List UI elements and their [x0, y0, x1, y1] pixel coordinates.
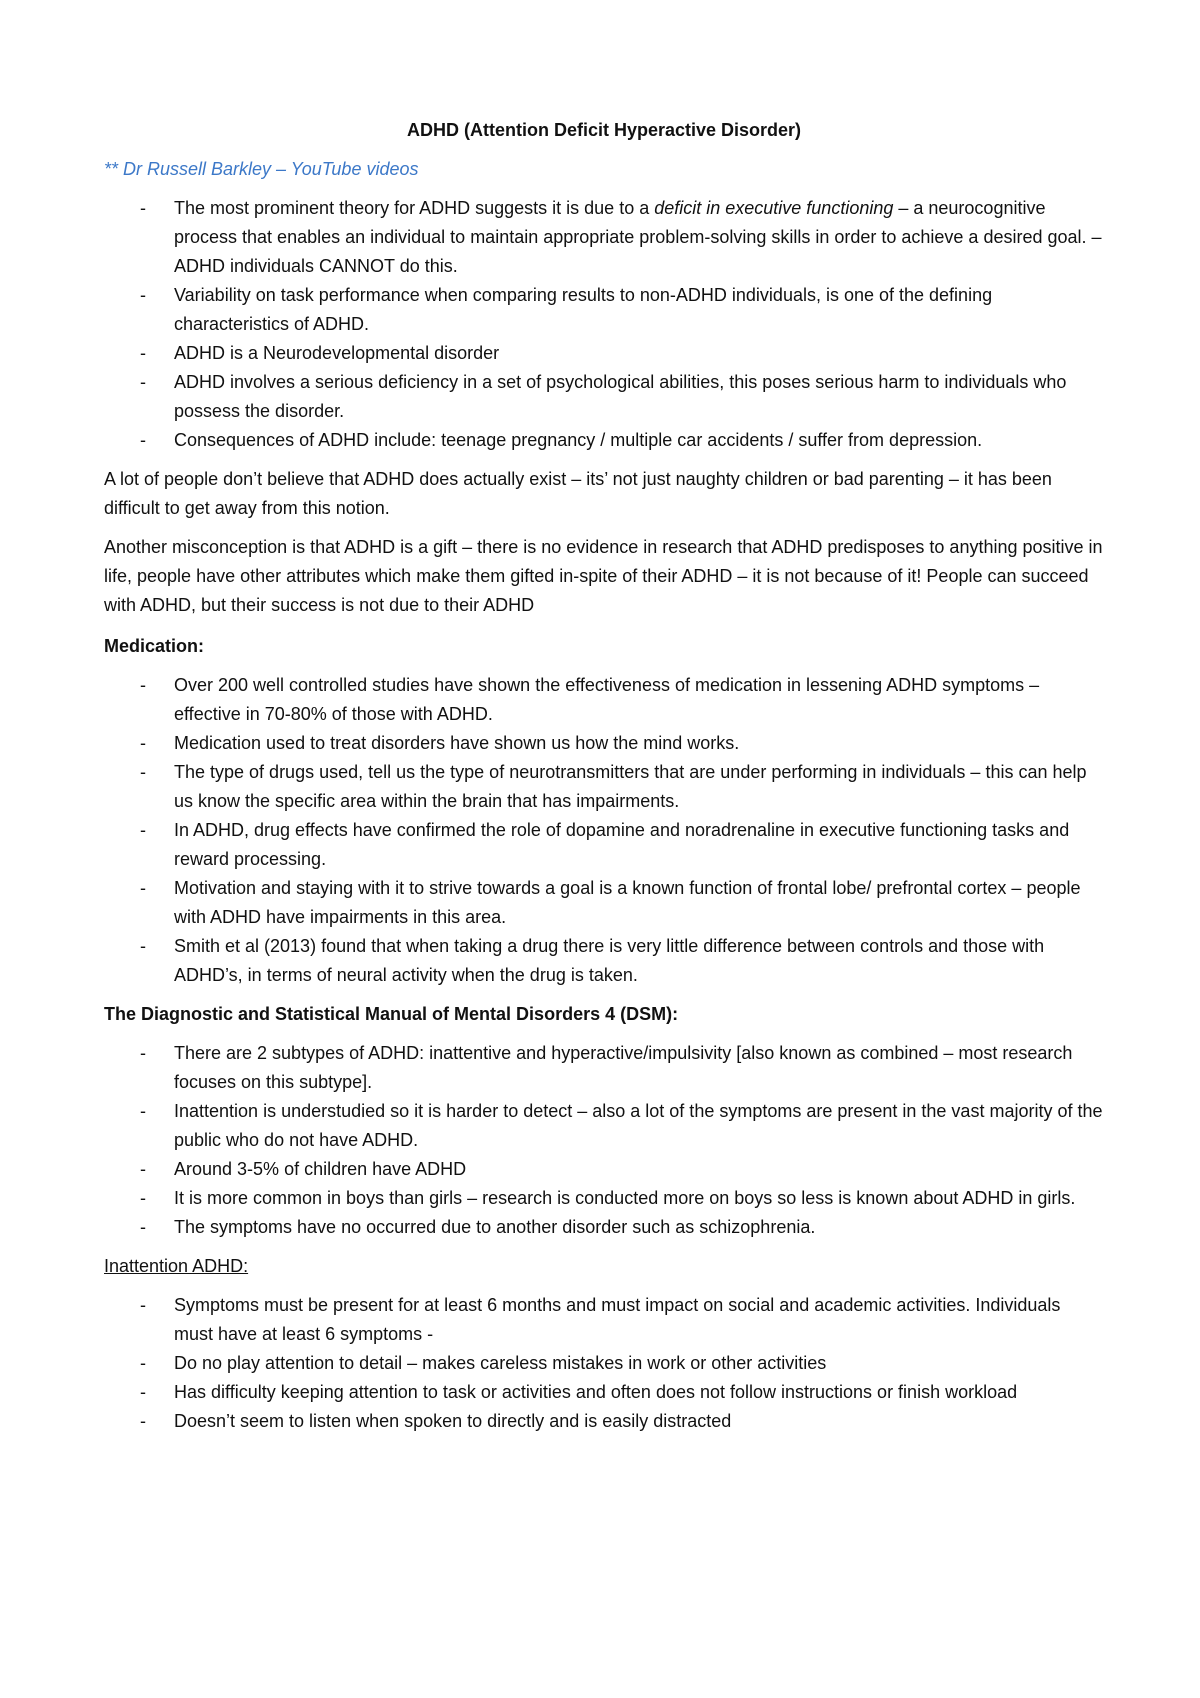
- list-item-text: Motivation and staying with it to strive towards a goal is a known function of frontal lobe/ prefrontal cortex – people with ADHD have impairments in this area.: [174, 878, 1081, 927]
- list-item: [104, 1097, 1104, 1155]
- bullet-dash: -: [140, 762, 146, 782]
- document-page: [104, 116, 1104, 1446]
- bullet-dash: -: [140, 878, 146, 898]
- bullet-dash: -: [140, 1101, 146, 1121]
- list-item-text: Around 3-5% of children have ADHD: [174, 1159, 467, 1179]
- bullet-dash: -: [140, 733, 146, 753]
- list-item-text: Medication used to treat disorders have shown us how the mind works.: [174, 733, 740, 753]
- list-item-text: The type of drugs used, tell us the type of neurotransmitters that are under performing in individuals – this can help us know the specific area within the brain that has impairments.: [174, 762, 1087, 811]
- bullet-dash: -: [140, 198, 146, 218]
- bullet-dash: -: [140, 1043, 146, 1063]
- list-item-text: Has difficulty keeping attention to task or activities and often does not follow instructions or finish workload: [174, 1382, 1018, 1402]
- bullet-dash: -: [140, 1382, 146, 1402]
- inattention-bullet-list: [104, 1291, 1104, 1436]
- list-item-text: Doesn’t seem to listen when spoken to directly and is easily distracted: [174, 1411, 732, 1431]
- list-item-text: Consequences of ADHD include: teenage pregnancy / multiple car accidents / suffer from depression.: [174, 430, 983, 450]
- list-item: [104, 1184, 1104, 1213]
- list-item: [104, 368, 1104, 426]
- bullet-dash: -: [140, 1217, 146, 1237]
- list-item-text: It is more common in boys than girls – research is conducted more on boys so less is known about ADHD in girls.: [174, 1188, 1076, 1208]
- list-item: [104, 758, 1104, 816]
- list-item: [104, 194, 1104, 281]
- list-item: [104, 1213, 1104, 1242]
- list-item-text: Over 200 well controlled studies have shown the effectiveness of medication in lessening ADHD symptoms – effective in 70-80% of those with ADHD.: [174, 675, 1040, 724]
- list-item-text: Variability on task performance when comparing results to non-ADHD individuals, is one of the defining characteristics of ADHD.: [174, 285, 993, 334]
- list-item: [104, 1039, 1104, 1097]
- list-item-text: Symptoms must be present for at least 6 months and must impact on social and academic activities. Individuals must have at least 6 symptoms -: [174, 1295, 1061, 1344]
- bullet-dash: -: [140, 1159, 146, 1179]
- subtitle-reference: ** Dr Russell Barkley – YouTube videos: [104, 159, 419, 179]
- list-item: [104, 339, 1104, 368]
- bullet-dash: -: [140, 1188, 146, 1208]
- list-item: [104, 1291, 1104, 1349]
- bullet-dash: -: [140, 1295, 146, 1315]
- list-item: [104, 932, 1104, 990]
- bullet-dash: -: [140, 1353, 146, 1373]
- list-item: [104, 1155, 1104, 1184]
- bullet-dash: -: [140, 430, 146, 450]
- list-item: [104, 1349, 1104, 1378]
- heading-medication: Medication:: [104, 636, 205, 656]
- intro-bullet-list: [104, 194, 1104, 455]
- list-item: [104, 729, 1104, 758]
- list-item: [104, 426, 1104, 455]
- paragraph-misconception: Another misconception is that ADHD is a gift – there is no evidence in research that ADHD predisposes to anything positive in life, people have other attributes which make them gifted in-spite of their ADHD – it is not because of it! People can succeed with ADHD, but their success is not due to their ADHD: [104, 537, 1103, 615]
- medication-bullet-list: [104, 671, 1104, 990]
- bullet-dash: -: [140, 343, 146, 363]
- list-item: [104, 671, 1104, 729]
- list-item-text: Smith et al (2013) found that when taking a drug there is very little difference between controls and those with ADHD’s, in terms of neural activity when the drug is taken.: [174, 936, 1045, 985]
- emphasis-text: deficit in executive functioning: [654, 198, 894, 218]
- bullet-dash: -: [140, 675, 146, 695]
- list-item-text: There are 2 subtypes of ADHD: inattentive and hyperactive/impulsivity [also known as combined – most research focuses on this subtype].: [174, 1043, 1073, 1092]
- document-title: ADHD (Attention Deficit Hyperactive Disorder): [406, 120, 802, 140]
- heading-inattention: Inattention ADHD:: [104, 1256, 249, 1276]
- bullet-dash: -: [140, 820, 146, 840]
- bullet-dash: -: [140, 372, 146, 392]
- list-item: [104, 1407, 1104, 1436]
- list-item-text: Do no play attention to detail – makes careless mistakes in work or other activities: [174, 1353, 827, 1373]
- list-item-text: The symptoms have no occurred due to another disorder such as schizophrenia.: [174, 1217, 816, 1237]
- list-item: [104, 874, 1104, 932]
- list-item: [104, 816, 1104, 874]
- bullet-dash: -: [140, 1411, 146, 1431]
- bullet-dash: -: [140, 285, 146, 305]
- dsm-bullet-list: [104, 1039, 1104, 1242]
- list-item-text: Inattention is understudied so it is harder to detect – also a lot of the symptoms are present in the vast majority of the public who do not have ADHD.: [174, 1101, 1103, 1150]
- bullet-dash: -: [140, 936, 146, 956]
- list-item-text: ADHD involves a serious deficiency in a set of psychological abilities, this poses serious harm to individuals who possess the disorder.: [174, 372, 1067, 421]
- list-item: [104, 1378, 1104, 1407]
- list-item-text: In ADHD, drug effects have confirmed the role of dopamine and noradrenaline in executive functioning tasks and reward processing.: [174, 820, 1070, 869]
- heading-dsm: The Diagnostic and Statistical Manual of Mental Disorders 4 (DSM):: [104, 1004, 679, 1024]
- list-item-text: The most prominent theory for ADHD suggests it is due to a deficit in executive functioning – a neurocognitive process that enables an individual to maintain appropriate problem-solving skills in order to achieve a desired goal. – ADHD individuals CANNOT do this.: [174, 198, 1102, 276]
- paragraph-existence: A lot of people don’t believe that ADHD does actually exist – its’ not just naughty children or bad parenting – it has been difficult to get away from this notion.: [104, 469, 1052, 518]
- list-item-text: ADHD is a Neurodevelopmental disorder: [174, 343, 500, 363]
- list-item: [104, 281, 1104, 339]
